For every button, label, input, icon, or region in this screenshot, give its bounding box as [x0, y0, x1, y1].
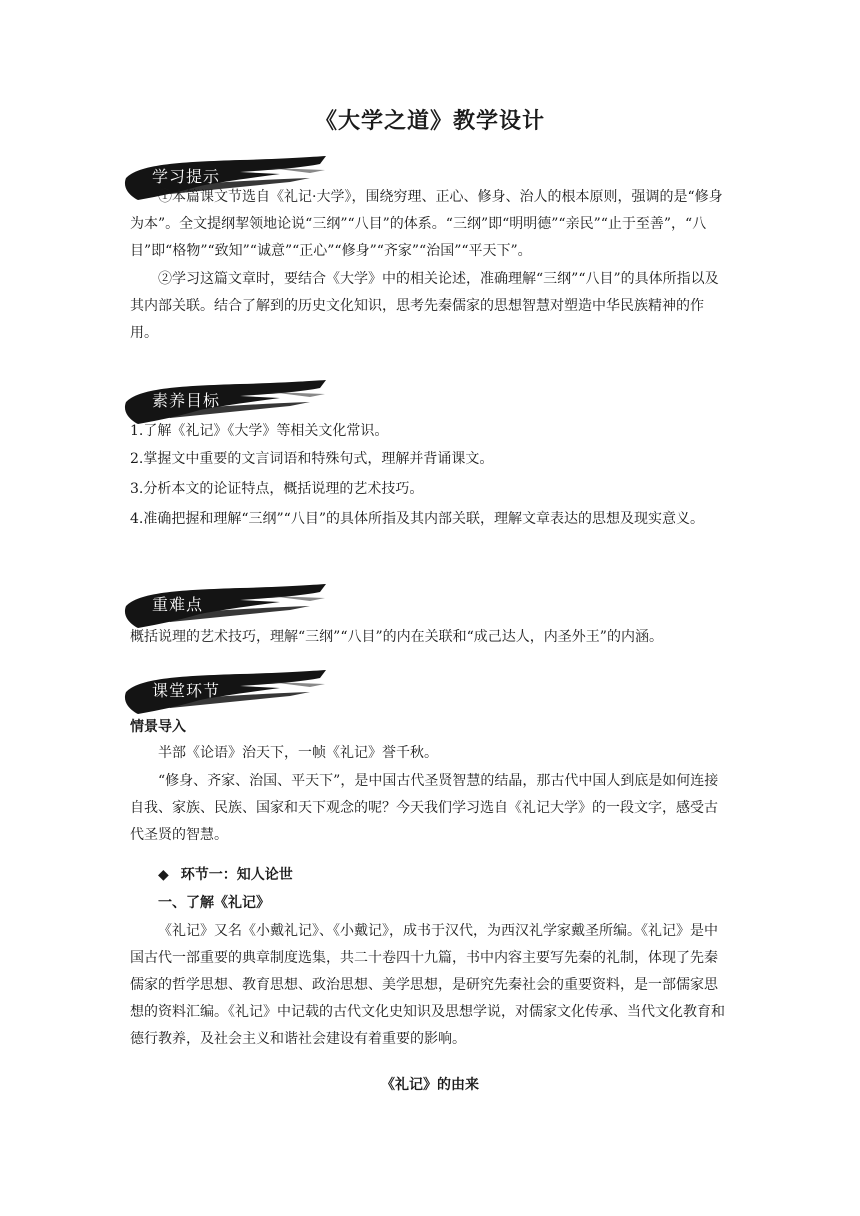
key-text: 概括说理的艺术技巧，理解“三纲”“八目”的内在关联和“成己达人，内圣外王”的内涵。	[130, 629, 663, 645]
section-label-class: 课堂环节	[152, 681, 221, 700]
intro-heading: 情景导入	[130, 719, 186, 735]
goal-item: 1.了解《礼记》《大学》等相关文化常识。	[130, 423, 389, 439]
step-heading-text: 环节一：知人论世	[180, 867, 293, 883]
tips-paragraph-1: ①本篇课文节选自《礼记·大学》，围绕穷理、正心、修身、治人的根本原则，强调的是“修身为本”。全文提纲挈领地论说“三纲”“八目”的体系。“三纲”即“明明德”“亲民”“止于至善”，“八目”即“格物”“致知”“诚意”“正心”“修身”“齐家”“治国”“平天下”。	[130, 189, 723, 259]
section-label-tips: 学习提示	[152, 167, 221, 186]
section-label-goals: 素养目标	[152, 391, 221, 410]
intro-paragraph-2: “修身、齐家、治国、平天下”，是中国古代圣贤智慧的结晶，那古代中国人到底是如何连接自我、家族、民族、国家和天下观念的呢？今天我们学习选自《礼记大学》的一段文字，感受古代圣贤的智慧。	[130, 773, 719, 843]
goal-item: 2.掌握文中重要的文言词语和特殊句式，理解并背诵课文。	[130, 451, 494, 467]
liji-paragraph: 《礼记》又名《小戴礼记》、《小戴记》，成书于汉代，为西汉礼学家戴圣所编。《礼记》是中国古代一部重要的典章制度选集，共二十卷四十九篇，书中内容主要写先秦的礼制，体现了先秦儒家的哲学思想、教育思想、政治思想、美学思想，是研究先秦社会的重要资料，是一部儒家思想的资料汇编。《礼记》中记载的古代文化史知识及思想学说，对儒家文化传承、当代文化教育和德行教养，及社会主义和谐社会建设有着重要的影响。	[130, 923, 725, 1047]
section-label-key: 重难点	[152, 595, 204, 614]
section-banner-class	[120, 670, 330, 716]
tips-paragraph-2: ②学习这篇文章时，要结合《大学》中的相关论述，准确理解“三纲”“八目”的具体所指以及其内部关联。结合了解到的历史文化知识，思考先秦儒家的思想智慧对塑造中华民族精神的作用。	[130, 271, 719, 341]
goal-item: 3.分析本文的论证特点，概括说理的艺术技巧。	[130, 481, 424, 497]
page-title: 《大学之道》教学设计	[314, 108, 545, 134]
diamond-bullet-icon: ◆	[158, 867, 169, 883]
intro-paragraph-1: 半部《论语》治天下，一帧《礼记》誉千秋。	[158, 745, 438, 761]
subsection-heading: 一、了解《礼记》	[158, 895, 270, 911]
step-heading	[158, 864, 293, 884]
origin-heading: 《礼记》的由来	[381, 1077, 479, 1093]
goal-item: 4.准确把握和理解“三纲”“八目”的具体所指及其内部关联，理解文章表达的思想及现实意义。	[130, 511, 704, 527]
